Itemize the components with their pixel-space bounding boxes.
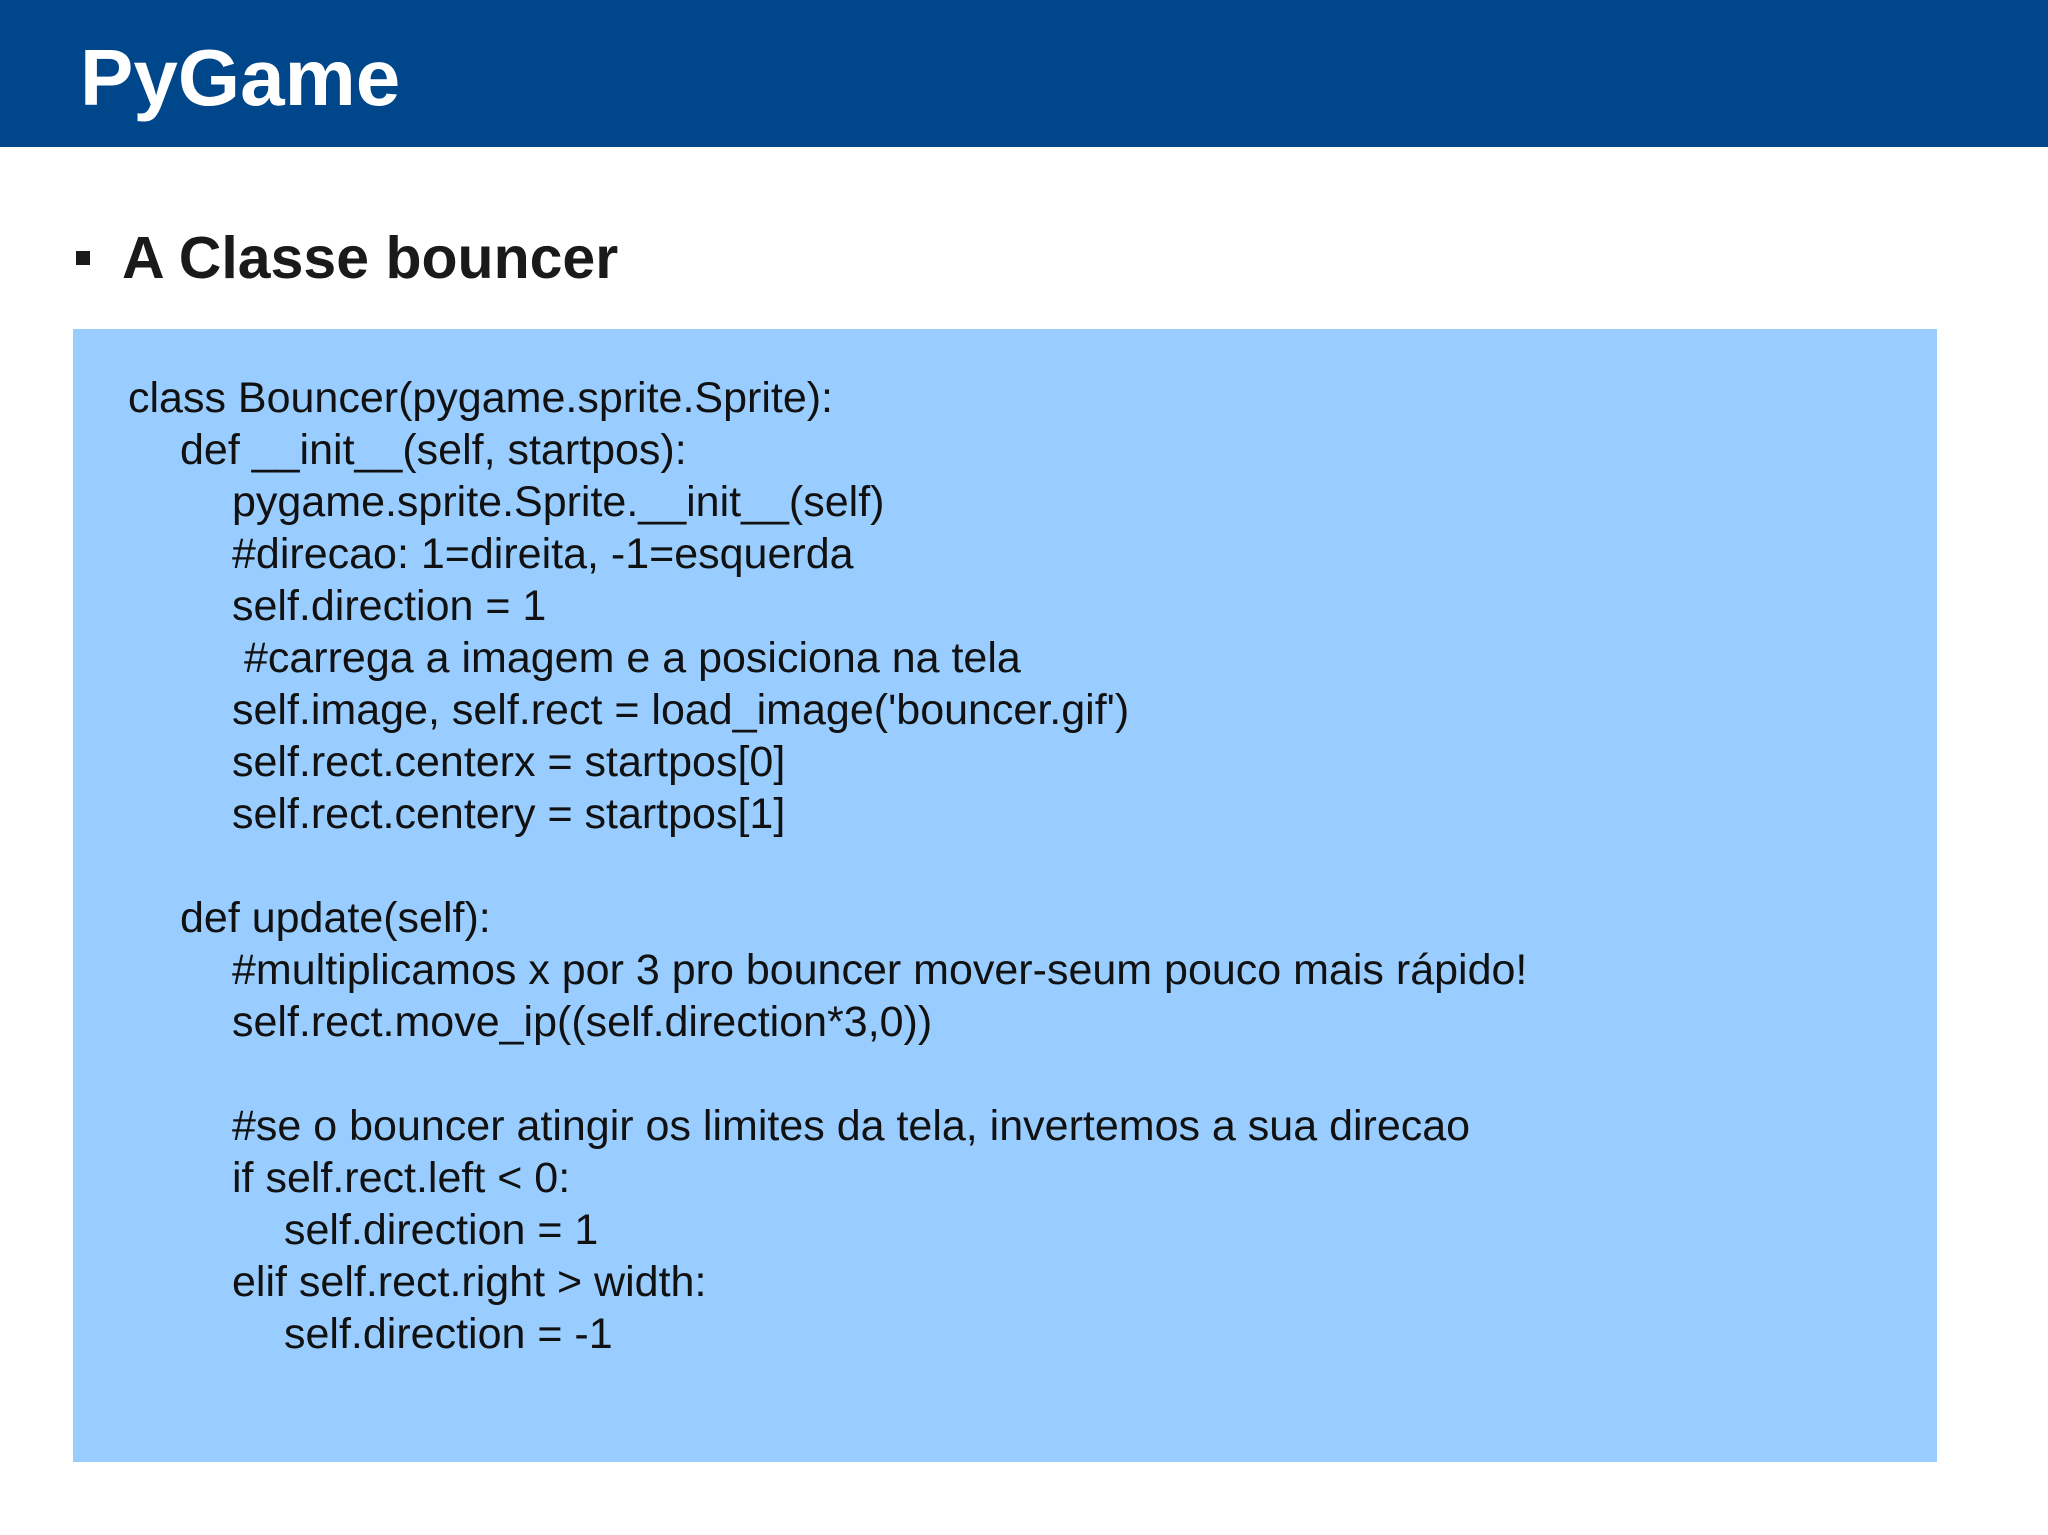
code-line xyxy=(128,1048,1527,1100)
slide-title: PyGame xyxy=(80,33,401,122)
code-line: def __init__(self, startpos): xyxy=(180,426,687,474)
code-line: self.direction = 1 xyxy=(232,582,547,630)
code-line xyxy=(128,840,1527,892)
code-line: #multiplicamos x por 3 pro bouncer mover-seum pouco mais rápido! xyxy=(232,946,1528,994)
code-line: #se o bouncer atingir os limites da tela, invertemos a sua direcao xyxy=(232,1102,1471,1150)
code-line: self.direction = -1 xyxy=(284,1310,613,1358)
code-line: self.rect.centery = startpos[1] xyxy=(232,790,786,838)
bullet-item xyxy=(76,226,618,291)
code-line: self.direction = 1 xyxy=(284,1206,599,1254)
code-line: elif self.rect.right > width: xyxy=(232,1258,707,1306)
code-line: #direcao: 1=direita, -1=esquerda xyxy=(232,530,854,578)
header-bar xyxy=(0,0,2048,147)
code-line: if self.rect.left < 0: xyxy=(232,1154,571,1202)
code-line: def update(self): xyxy=(180,894,491,942)
code-line: self.rect.move_ip((self.direction*3,0)) xyxy=(232,998,933,1046)
bullet-text: A Classe bouncer xyxy=(122,225,619,291)
code-line: pygame.sprite.Sprite.__init__(self) xyxy=(232,478,885,526)
code-line: #carrega a imagem e a posiciona na tela xyxy=(232,634,1021,682)
code-block xyxy=(128,372,1527,1360)
code-line: self.image, self.rect = load_image('bouncer.gif') xyxy=(232,686,1130,734)
square-bullet-icon xyxy=(76,251,90,265)
code-line: class Bouncer(pygame.sprite.Sprite): xyxy=(128,374,834,422)
code-line: self.rect.centerx = startpos[0] xyxy=(232,738,786,786)
